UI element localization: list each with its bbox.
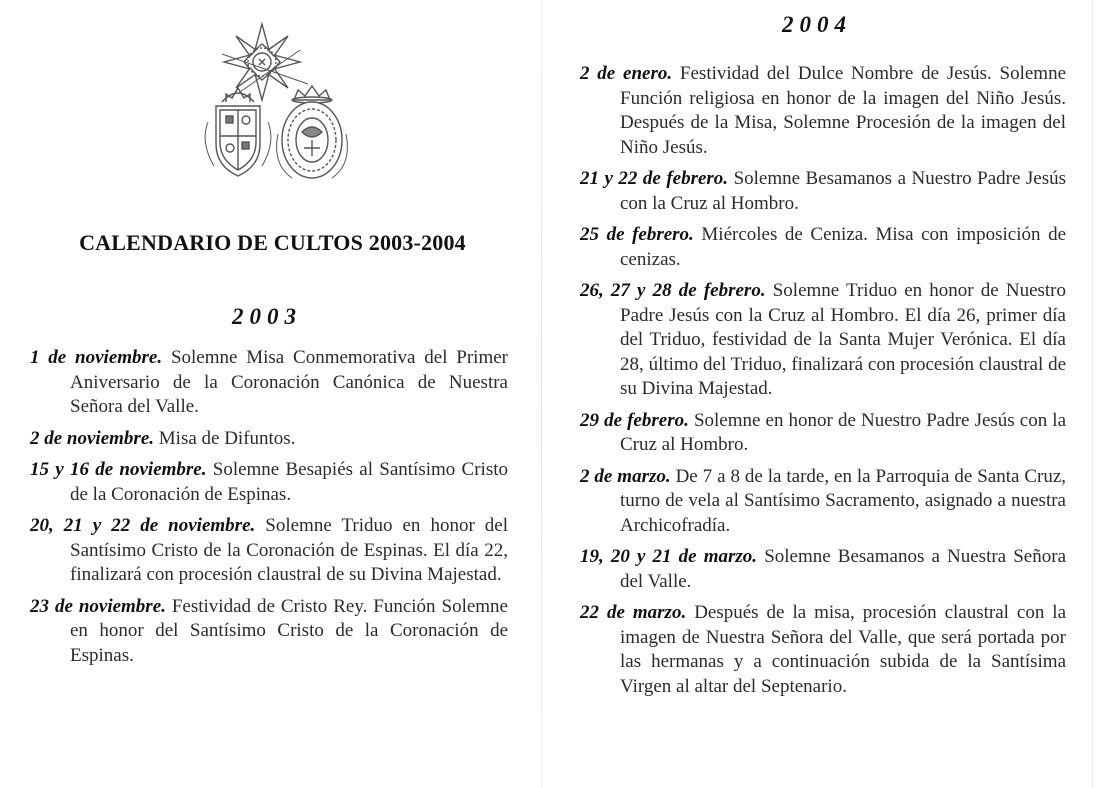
event-description: Misa de Difuntos. bbox=[158, 427, 296, 449]
year-heading-2004: 2004 bbox=[782, 12, 852, 37]
event-entry bbox=[580, 545, 1066, 594]
event-date: 2 de marzo. bbox=[580, 465, 671, 487]
event-list-2003 bbox=[30, 346, 508, 675]
event-entry bbox=[30, 458, 508, 507]
event-entry bbox=[580, 465, 1066, 539]
event-description: Festividad del Dulce Nombre de Jesús. Solemne Función religiosa en honor de la imagen del Niño Jesús. Después de la Misa, Solemne Procesión de la imagen del Niño Jesús. bbox=[620, 63, 1067, 158]
event-description: Solemne en honor de Nuestro Padre Jesús con la Cruz al Hombro. bbox=[620, 409, 1067, 455]
event-date: 2 de enero. bbox=[580, 63, 673, 84]
event-date: 20, 21 y 22 de noviembre. bbox=[30, 515, 256, 536]
event-date: 29 de febrero. bbox=[580, 409, 689, 431]
event-date: 26, 27 y 28 de febrero. bbox=[580, 280, 766, 301]
event-list-2004 bbox=[580, 62, 1066, 706]
event-description: Solemne Triduo en honor del Santísimo Cristo de la Coronación de Espinas. El día 22, finalizará con procesión claustral de su Divina Majestad. bbox=[70, 515, 509, 585]
event-entry bbox=[580, 279, 1066, 402]
event-description: Solemne Besamanos a Nuestra Señora del Valle. bbox=[620, 546, 1066, 592]
left-page bbox=[0, 0, 545, 788]
event-entry bbox=[30, 595, 508, 669]
event-description: De 7 a 8 de la tarde, en la Parroquia de Santa Cruz, turno de vela al Santísimo Sacramento, asignado a nuestra Archicofradía. bbox=[620, 465, 1067, 536]
event-description: Solemne Misa Conmemorativa del Primer Aniversario de la Coronación Canónica de Nuestra Señora del Valle. bbox=[70, 347, 508, 417]
calendar-title: CALENDARIO DE CULTOS 2003-2004 bbox=[79, 230, 466, 255]
event-entry bbox=[30, 427, 508, 452]
event-entry bbox=[30, 514, 508, 588]
event-description: Miércoles de Ceniza. Misa con imposición de cenizas. bbox=[620, 224, 1067, 270]
event-description: Solemne Triduo en honor de Nuestro Padre Jesús con la Cruz al Hombro. El día 26, primer día del Triduo, festividad de la Santa Mujer Verónica. El día 28, último del Triduo, finalizará con procesión claustral de su Divina Majestad. bbox=[620, 280, 1066, 399]
event-date: 15 y 16 de noviembre. bbox=[30, 459, 207, 480]
event-entry bbox=[580, 409, 1066, 458]
event-description: Solemne Besapiés al Santísimo Cristo de la Coronación de Espinas. bbox=[70, 459, 509, 505]
event-entry bbox=[580, 223, 1066, 272]
event-description: Festividad de Cristo Rey. Función Solemne en honor del Santísimo Cristo de la Coronación de Espinas. bbox=[70, 595, 508, 666]
event-entry bbox=[30, 346, 508, 420]
right-page bbox=[545, 0, 1103, 788]
event-entry bbox=[580, 601, 1066, 699]
event-date: 21 y 22 de febrero. bbox=[580, 168, 729, 189]
year-heading-2003: 2003 bbox=[232, 304, 302, 329]
event-date: 19, 20 y 21 de marzo. bbox=[580, 546, 758, 567]
event-date: 2 de noviembre. bbox=[30, 427, 155, 449]
event-date: 22 de marzo. bbox=[580, 602, 687, 623]
event-date: 1 de noviembre. bbox=[30, 347, 163, 368]
event-entry bbox=[580, 167, 1066, 216]
event-description: Solemne Besamanos a Nuestro Padre Jesús con la Cruz al Hombro. bbox=[620, 168, 1067, 214]
event-description: Después de la misa, procesión claustral con la imagen de Nuestra Señora del Valle, que será portada por las hermanas y a continuación subida de la Santísima Virgen al altar del Septenario. bbox=[620, 602, 1067, 697]
event-date: 25 de febrero. bbox=[580, 224, 694, 245]
brotherhood-coat-of-arms-icon bbox=[200, 14, 360, 184]
event-date: 23 de noviembre. bbox=[30, 595, 166, 617]
event-entry bbox=[580, 62, 1066, 160]
